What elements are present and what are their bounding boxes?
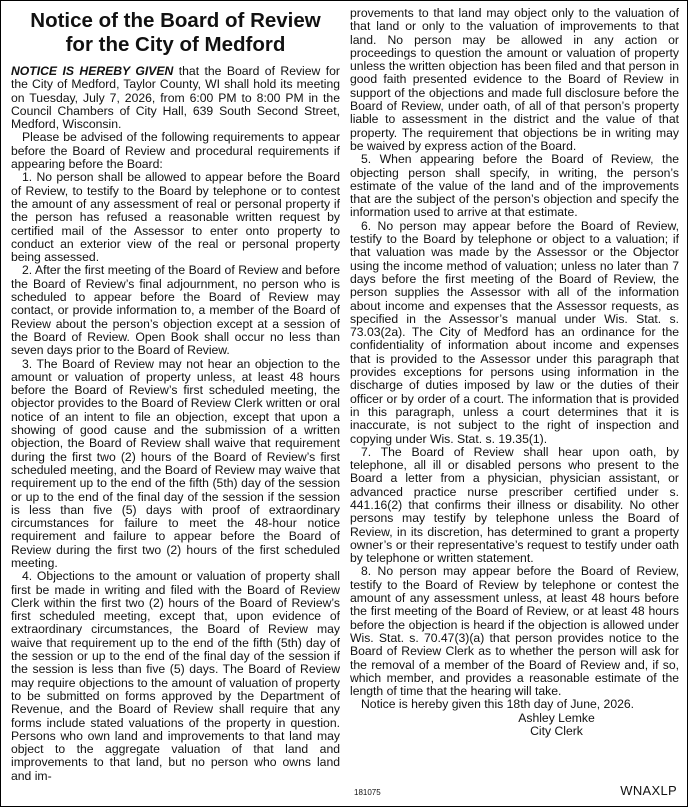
publication-code: WNAXLP (620, 782, 677, 798)
lead-text: that the Board of Review for the City of Medford, Taylor County, WI shall hold its meeting on Tuesday, July 7, 2026, from 6:00 PM to 8:00 PM in the Council Chambers of City Hall, 639 South Second Street, Medford, Wisconsin. (11, 64, 340, 132)
notice-title-line-1: Notice of the Board of Review (30, 9, 321, 32)
requirement-7: 7. The Board of Review shall hear upon oath, by telephone, all ill or disabled persons who present to the Board a letter from a physician, physician assistant, or advanced practice nurse prescriber certified under s. 441.16(2) that confirms their illness or disability. No other persons may testify by telephone unless the Board of Review, in its discretion, has determined to grant a property owner’s or their representative’s request to testify under oath by telephone or written statement. (350, 444, 679, 566)
notice-left-column (11, 7, 340, 800)
notice-footer (354, 784, 677, 799)
requirement-2: 2. After the first meeting of the Board of Review and before the Board of Review’s final adjournment, no person who is scheduled to appear before the Board of Review may contact, or provide information to, a member of the Board of Review about the person’s objection except at a session of the Board of Review. Open Book shall occur no less than seven days prior to the Board of Review. (11, 263, 340, 358)
lead-emphasis: NOTICE IS HEREBY GIVEN (11, 64, 174, 78)
requirement-1: 1. No person shall be allowed to appear before the Board of Review, to testify to the Board by telephone or to contest the amount of any assessment of real or personal property if the person has refused a reasonable written request by certified mail of the Assessor to enter onto property to conduct an exterior view of the real or personal property being assessed. (11, 170, 340, 265)
ad-number: 181075 (354, 787, 381, 797)
signer-title: City Clerk (530, 724, 583, 739)
requirement-4: 4. Objections to the amount or valuation of property shall first be made in writing and filed with the Board of Review Clerk within the first two (2) hours of the Board of Review’s first scheduled meeting, except that, upon evidence of extraordinary circumstances, the Board of Review may waive that requirement up to the end of the fifth (5th) day of the session or up to the end of the final day of the session if the session is less than five (5) days. The Board of Review may require objections to the amount of valuation of property to be submitted on forms approved by the Department of Revenue, and the Board of Review shall require that any forms include stated valuations of the property in question. Persons who own land and improvements to that land may object to the aggregate valuation of that land and improvements to that land, but no person who owns land and im- (11, 569, 340, 783)
requirement-5: 5. When appearing before the Board of Review, the objecting person shall specify, in writing, the person’s estimate of the value of the land and of the improvements that are the subject of the person’s objection and specify the information used to arrive at that estimate. (350, 152, 679, 220)
given-date-line: Notice is hereby given this 18th day of June, 2026. (361, 697, 635, 712)
requirement-6: 6. No person may appear before the Board of Review, testify to the Board by telephone or object to a valuation; if that valuation was made by the Assessor or the Objector using the income method of valuation; unless no later than 7 days before the first meeting of the Board of Review, the person supplies the Assessor with all of the information about income and expenses that the Assessor requests, as specified in the Assessor’s manual under Wis. Stat. s. 73.03(2a). The City of Medford has an ordinance for the confidentiality of information about income and expenses that is provided to the Assessor under this paragraph that provides exceptions for persons using information in the discharge of duties imposed by law or the duties of their officer or by order of a court. The information that is provided in this paragraph, unless a court determines that it is inaccurate, is not subject to the right of inspection and copying under Wis. Stat. s. 19.35(1). (350, 218, 679, 446)
notice-right-column (350, 7, 679, 800)
intro-paragraph: Please be advised of the following requirements to appear before the Board of Review and procedural requirements if appearing before the Board: (11, 130, 340, 172)
requirement-4-continued: provements to that land may object only to the valuation of that land or only to the valuation of improvements to that land. No person may be allowed in any action or proceedings to question the amount or valuation of property unless the written objection has been filed and that person in good faith presented evidence to the Board of Review in support of the objections and made full disclosure before the Board of Review, under oath, of all of that person’s property liable to assessment in the district and the value of that property. The requirement that objections be in writing may be waived by express action of the Board. (350, 7, 679, 153)
notice-title (11, 9, 340, 57)
lead-paragraph (11, 65, 340, 131)
signer-name: Ashley Lemke (518, 710, 595, 725)
requirement-8: 8. No person may appear before the Board of Review, testify to the Board of Review by telephone or contest the amount of any assessment unless, at least 48 hours before the first meeting of the Board of Review, or at least 48 hours before the objection is heard if the objection is allowed under Wis. Stat. s. 70.47(3)(a) that person provides notice to the Board of Review Clerk as to whether the person will ask for the removal of a member of the Board of Review and, if so, which member, and provides a reasonable estimate of the length of time that the hearing will take. (350, 564, 679, 699)
requirement-3: 3. The Board of Review may not hear an objection to the amount or valuation of property unless, at least 48 hours before the Board of Review’s first scheduled meeting, the objector provides to the Board of Review Clerk written or oral notice of an intent to file an objection, except that upon a showing of good cause and the submission of a written objection, the Board of Review shall waive that requirement during the first two (2) hours of the Board of Review’s first scheduled meeting, and the Board of Review may waive that requirement up to the end of the fifth (5th) day of the session or up to the end of the final day of the session if the session is less than five (5) days with proof of extraordinary circumstances for failure to meet the 48-hour notice requirement and failure to appear before the Board of Review during the first two (2) hours of the first scheduled meeting. (11, 356, 340, 570)
notice-title-line-2: for the City of Medford (65, 33, 286, 56)
